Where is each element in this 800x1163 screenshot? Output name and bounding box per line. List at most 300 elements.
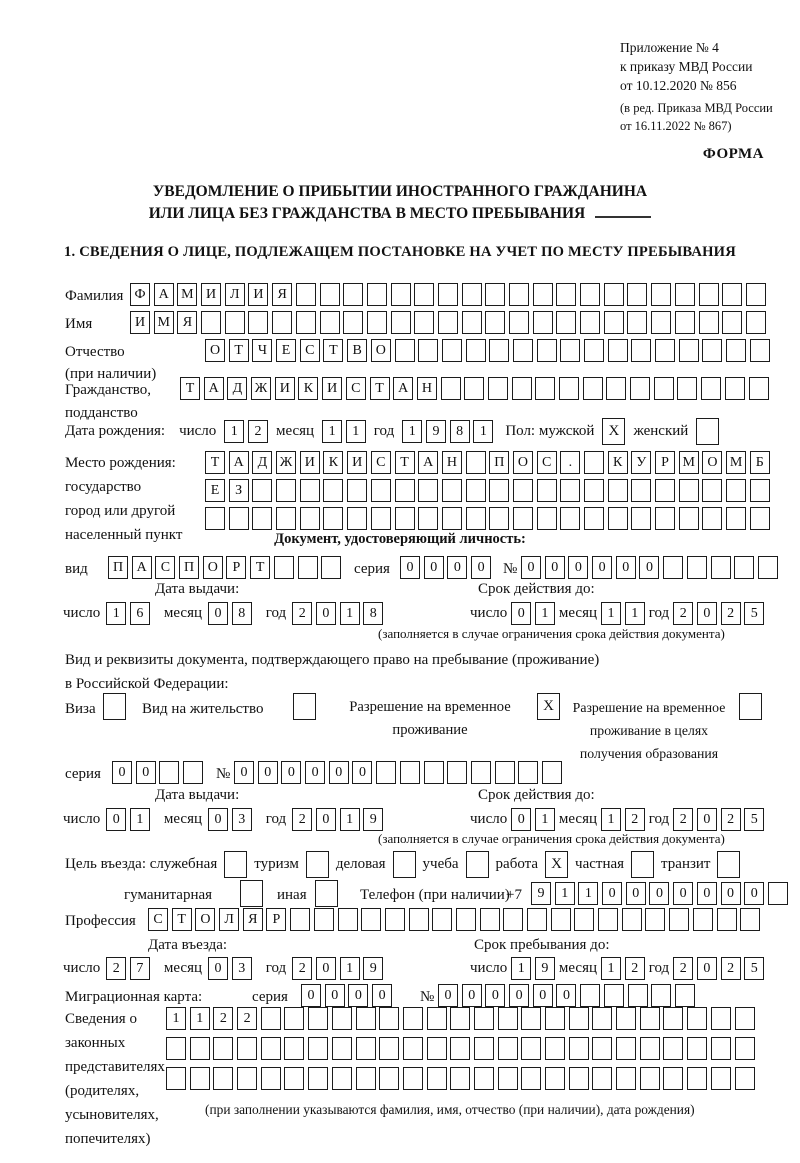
guardians-input-row1[interactable] — [166, 1007, 755, 1030]
char-box[interactable] — [717, 851, 740, 878]
char-box[interactable]: Р — [226, 556, 246, 579]
char-box[interactable] — [361, 908, 381, 931]
char-box[interactable]: 0 — [568, 556, 588, 579]
char-box[interactable] — [627, 311, 647, 334]
char-box[interactable] — [616, 1067, 636, 1090]
char-box[interactable] — [441, 377, 461, 400]
char-box[interactable] — [604, 984, 624, 1007]
char-box[interactable] — [284, 1007, 304, 1030]
char-box[interactable]: З — [229, 479, 249, 502]
char-box[interactable] — [424, 761, 444, 784]
char-box[interactable]: 1 — [578, 882, 598, 905]
char-box[interactable] — [583, 377, 603, 400]
char-box[interactable] — [474, 1037, 494, 1060]
guardians-input-row2[interactable] — [166, 1037, 755, 1060]
char-box[interactable]: Ч — [252, 339, 272, 362]
char-box[interactable] — [722, 311, 742, 334]
char-box[interactable] — [367, 283, 387, 306]
char-box[interactable]: 0 — [400, 556, 420, 579]
char-box[interactable]: 9 — [363, 808, 383, 831]
char-box[interactable] — [711, 1067, 731, 1090]
char-box[interactable]: 2 — [292, 808, 312, 831]
char-box[interactable] — [679, 479, 699, 502]
char-box[interactable] — [466, 851, 489, 878]
char-box[interactable] — [466, 507, 486, 530]
char-box[interactable]: 0 — [697, 808, 717, 831]
char-box[interactable] — [675, 311, 695, 334]
char-box[interactable] — [385, 908, 405, 931]
char-box[interactable] — [584, 339, 604, 362]
char-box[interactable] — [679, 339, 699, 362]
char-box[interactable] — [592, 1037, 612, 1060]
char-box[interactable] — [276, 507, 296, 530]
char-box[interactable] — [584, 451, 604, 474]
char-box[interactable]: . — [560, 451, 580, 474]
char-box[interactable]: А — [204, 377, 224, 400]
char-box[interactable]: Т — [370, 377, 390, 400]
birthplace-input-row3[interactable] — [205, 507, 770, 530]
char-box[interactable] — [391, 283, 411, 306]
char-box[interactable]: 0 — [348, 984, 368, 1007]
char-box[interactable]: 0 — [325, 984, 345, 1007]
char-box[interactable] — [750, 339, 770, 362]
profession-input[interactable] — [148, 908, 760, 931]
char-box[interactable] — [296, 311, 316, 334]
char-box[interactable]: М — [177, 283, 197, 306]
char-box[interactable]: Е — [276, 339, 296, 362]
char-box[interactable] — [229, 507, 249, 530]
char-box[interactable] — [166, 1037, 186, 1060]
char-box[interactable]: 0 — [697, 882, 717, 905]
permit-issue-day-input[interactable] — [106, 808, 150, 831]
char-box[interactable]: 5 — [744, 957, 764, 980]
char-box[interactable]: 1 — [340, 808, 360, 831]
char-box[interactable]: 1 — [535, 602, 555, 625]
char-box[interactable]: И — [275, 377, 295, 400]
char-box[interactable] — [628, 984, 648, 1007]
char-box[interactable]: А — [418, 451, 438, 474]
surname-input[interactable] — [130, 283, 766, 306]
char-box[interactable] — [739, 693, 762, 720]
char-box[interactable]: Т — [229, 339, 249, 362]
char-box[interactable]: 0 — [301, 984, 321, 1007]
char-box[interactable] — [675, 283, 695, 306]
entry-day-input[interactable] — [106, 957, 150, 980]
char-box[interactable] — [711, 1037, 731, 1060]
char-box[interactable] — [746, 311, 766, 334]
char-box[interactable]: 1 — [535, 808, 555, 831]
char-box[interactable] — [598, 908, 618, 931]
char-box[interactable]: 9 — [426, 420, 446, 443]
char-box[interactable]: 1 — [322, 420, 342, 443]
char-box[interactable] — [654, 377, 674, 400]
char-box[interactable] — [323, 479, 343, 502]
char-box[interactable]: 8 — [450, 420, 470, 443]
char-box[interactable] — [371, 507, 391, 530]
char-box[interactable] — [521, 1037, 541, 1060]
char-box[interactable]: Р — [266, 908, 286, 931]
given-name-input[interactable] — [130, 311, 766, 334]
char-box[interactable]: К — [608, 451, 628, 474]
char-box[interactable] — [655, 339, 675, 362]
char-box[interactable] — [252, 479, 272, 502]
stay-year-input[interactable] — [673, 957, 764, 980]
char-box[interactable] — [726, 507, 746, 530]
char-box[interactable]: 1 — [130, 808, 150, 831]
char-box[interactable] — [702, 339, 722, 362]
char-box[interactable]: У — [631, 451, 651, 474]
char-box[interactable]: 0 — [533, 984, 553, 1007]
char-box[interactable] — [651, 311, 671, 334]
char-box[interactable] — [240, 880, 263, 907]
char-box[interactable]: Т — [250, 556, 270, 579]
char-box[interactable] — [438, 311, 458, 334]
char-box[interactable] — [584, 507, 604, 530]
char-box[interactable] — [315, 880, 338, 907]
char-box[interactable]: 9 — [363, 957, 383, 980]
permit-series-input[interactable] — [112, 761, 203, 784]
char-box[interactable] — [237, 1037, 257, 1060]
char-box[interactable] — [284, 1067, 304, 1090]
char-box[interactable] — [631, 339, 651, 362]
char-box[interactable] — [717, 908, 737, 931]
char-box[interactable]: 0 — [509, 984, 529, 1007]
char-box[interactable] — [308, 1037, 328, 1060]
char-box[interactable] — [560, 339, 580, 362]
char-box[interactable]: О — [371, 339, 391, 362]
char-box[interactable]: 0 — [471, 556, 491, 579]
char-box[interactable] — [237, 1067, 257, 1090]
char-box[interactable] — [379, 1067, 399, 1090]
char-box[interactable] — [276, 479, 296, 502]
doc-number-input[interactable] — [521, 556, 778, 579]
char-box[interactable] — [376, 761, 396, 784]
char-box[interactable]: О — [702, 451, 722, 474]
char-box[interactable]: С — [346, 377, 366, 400]
char-box[interactable]: В — [347, 339, 367, 362]
char-box[interactable]: 1 — [106, 602, 126, 625]
char-box[interactable]: X — [537, 693, 560, 720]
temp-residence-checkbox[interactable] — [537, 693, 560, 720]
char-box[interactable] — [224, 851, 247, 878]
char-box[interactable] — [750, 479, 770, 502]
char-box[interactable]: И — [300, 451, 320, 474]
char-box[interactable]: 0 — [208, 602, 228, 625]
char-box[interactable]: 1 — [340, 957, 360, 980]
char-box[interactable] — [323, 507, 343, 530]
char-box[interactable] — [485, 283, 505, 306]
char-box[interactable] — [356, 1037, 376, 1060]
char-box[interactable]: 1 — [346, 420, 366, 443]
char-box[interactable] — [450, 1067, 470, 1090]
char-box[interactable]: 0 — [592, 556, 612, 579]
char-box[interactable]: О — [205, 339, 225, 362]
char-box[interactable] — [663, 1007, 683, 1030]
char-box[interactable] — [503, 908, 523, 931]
char-box[interactable] — [545, 1037, 565, 1060]
permit-issue-month-input[interactable] — [208, 808, 252, 831]
char-box[interactable] — [103, 693, 126, 720]
char-box[interactable] — [702, 479, 722, 502]
char-box[interactable] — [213, 1067, 233, 1090]
char-box[interactable] — [551, 908, 571, 931]
char-box[interactable]: 1 — [166, 1007, 186, 1030]
char-box[interactable]: Ф — [130, 283, 150, 306]
char-box[interactable] — [559, 377, 579, 400]
purpose-study-checkbox[interactable] — [466, 851, 489, 878]
char-box[interactable]: Т — [205, 451, 225, 474]
char-box[interactable] — [509, 311, 529, 334]
char-box[interactable]: 8 — [363, 602, 383, 625]
char-box[interactable] — [252, 507, 272, 530]
char-box[interactable]: 1 — [625, 602, 645, 625]
char-box[interactable] — [320, 283, 340, 306]
char-box[interactable] — [663, 1037, 683, 1060]
char-box[interactable]: 1 — [224, 420, 244, 443]
entry-month-input[interactable] — [208, 957, 252, 980]
char-box[interactable] — [622, 908, 642, 931]
char-box[interactable] — [631, 507, 651, 530]
char-box[interactable] — [466, 479, 486, 502]
permit-valid-month-input[interactable] — [601, 808, 645, 831]
char-box[interactable] — [395, 479, 415, 502]
doc-valid-month-input[interactable] — [601, 602, 645, 625]
char-box[interactable] — [513, 507, 533, 530]
char-box[interactable]: X — [602, 418, 625, 445]
migcard-number-input[interactable] — [438, 984, 695, 1007]
char-box[interactable] — [414, 311, 434, 334]
char-box[interactable] — [338, 908, 358, 931]
char-box[interactable]: 0 — [649, 882, 669, 905]
char-box[interactable]: 0 — [424, 556, 444, 579]
char-box[interactable] — [356, 1007, 376, 1030]
char-box[interactable] — [726, 339, 746, 362]
doc-issue-day-input[interactable] — [106, 602, 150, 625]
char-box[interactable] — [442, 339, 462, 362]
char-box[interactable] — [205, 507, 225, 530]
char-box[interactable] — [393, 851, 416, 878]
char-box[interactable] — [699, 283, 719, 306]
char-box[interactable] — [290, 908, 310, 931]
char-box[interactable] — [400, 761, 420, 784]
char-box[interactable] — [293, 693, 316, 720]
char-box[interactable]: И — [201, 283, 221, 306]
char-box[interactable]: 9 — [535, 957, 555, 980]
char-box[interactable] — [495, 761, 515, 784]
char-box[interactable]: 0 — [316, 602, 336, 625]
char-box[interactable] — [190, 1037, 210, 1060]
char-box[interactable] — [687, 1067, 707, 1090]
char-box[interactable]: 0 — [208, 957, 228, 980]
char-box[interactable] — [485, 311, 505, 334]
char-box[interactable]: 0 — [545, 556, 565, 579]
char-box[interactable] — [332, 1007, 352, 1030]
char-box[interactable] — [347, 507, 367, 530]
char-box[interactable]: Д — [227, 377, 247, 400]
char-box[interactable] — [450, 1007, 470, 1030]
stay-month-input[interactable] — [601, 957, 645, 980]
char-box[interactable] — [758, 556, 778, 579]
char-box[interactable]: И — [130, 311, 150, 334]
char-box[interactable] — [711, 556, 731, 579]
char-box[interactable] — [332, 1037, 352, 1060]
char-box[interactable] — [569, 1067, 589, 1090]
char-box[interactable] — [556, 283, 576, 306]
char-box[interactable] — [726, 479, 746, 502]
char-box[interactable] — [592, 1067, 612, 1090]
char-box[interactable] — [391, 311, 411, 334]
char-box[interactable] — [308, 1067, 328, 1090]
char-box[interactable]: 2 — [721, 808, 741, 831]
birthplace-input-row1[interactable] — [205, 451, 770, 474]
char-box[interactable] — [608, 507, 628, 530]
char-box[interactable]: И — [322, 377, 342, 400]
char-box[interactable]: А — [229, 451, 249, 474]
char-box[interactable]: А — [154, 283, 174, 306]
char-box[interactable]: 1 — [601, 602, 621, 625]
char-box[interactable] — [418, 507, 438, 530]
char-box[interactable] — [300, 507, 320, 530]
char-box[interactable]: Л — [225, 283, 245, 306]
char-box[interactable]: 0 — [316, 808, 336, 831]
char-box[interactable] — [675, 984, 695, 1007]
char-box[interactable]: М — [679, 451, 699, 474]
char-box[interactable] — [640, 1037, 660, 1060]
char-box[interactable] — [687, 556, 707, 579]
char-box[interactable] — [699, 311, 719, 334]
char-box[interactable]: 0 — [305, 761, 325, 784]
char-box[interactable] — [498, 1007, 518, 1030]
char-box[interactable]: 0 — [106, 808, 126, 831]
char-box[interactable]: 0 — [521, 556, 541, 579]
char-box[interactable] — [379, 1007, 399, 1030]
char-box[interactable] — [261, 1067, 281, 1090]
purpose-humanitarian-checkbox[interactable] — [240, 880, 263, 907]
char-box[interactable]: Н — [417, 377, 437, 400]
char-box[interactable] — [527, 908, 547, 931]
char-box[interactable]: 0 — [556, 984, 576, 1007]
purpose-work-checkbox[interactable] — [545, 851, 568, 878]
char-box[interactable] — [533, 283, 553, 306]
char-box[interactable]: 0 — [511, 602, 531, 625]
char-box[interactable]: 1 — [511, 957, 531, 980]
char-box[interactable] — [427, 1037, 447, 1060]
char-box[interactable]: 1 — [340, 602, 360, 625]
char-box[interactable] — [298, 556, 318, 579]
char-box[interactable]: 0 — [329, 761, 349, 784]
char-box[interactable] — [395, 339, 415, 362]
char-box[interactable] — [367, 311, 387, 334]
char-box[interactable]: 9 — [531, 882, 551, 905]
doc-issue-year-input[interactable] — [292, 602, 383, 625]
char-box[interactable] — [574, 908, 594, 931]
char-box[interactable] — [356, 1067, 376, 1090]
char-box[interactable]: X — [545, 851, 568, 878]
purpose-other-checkbox[interactable] — [315, 880, 338, 907]
char-box[interactable] — [450, 1037, 470, 1060]
char-box[interactable] — [447, 761, 467, 784]
char-box[interactable] — [347, 479, 367, 502]
char-box[interactable] — [183, 761, 203, 784]
char-box[interactable]: О — [203, 556, 223, 579]
char-box[interactable] — [480, 908, 500, 931]
char-box[interactable]: 1 — [601, 957, 621, 980]
char-box[interactable] — [418, 479, 438, 502]
char-box[interactable] — [213, 1037, 233, 1060]
char-box[interactable] — [560, 479, 580, 502]
char-box[interactable]: Ж — [251, 377, 271, 400]
char-box[interactable] — [750, 507, 770, 530]
char-box[interactable]: М — [154, 311, 174, 334]
char-box[interactable]: С — [371, 451, 391, 474]
char-box[interactable]: 0 — [438, 984, 458, 1007]
char-box[interactable] — [687, 1037, 707, 1060]
char-box[interactable] — [537, 507, 557, 530]
char-box[interactable] — [663, 556, 683, 579]
birth-month-input[interactable] — [322, 420, 366, 443]
char-box[interactable] — [509, 283, 529, 306]
char-box[interactable] — [537, 479, 557, 502]
char-box[interactable] — [556, 311, 576, 334]
char-box[interactable] — [456, 908, 476, 931]
char-box[interactable]: Я — [272, 283, 292, 306]
char-box[interactable]: 0 — [372, 984, 392, 1007]
char-box[interactable]: К — [298, 377, 318, 400]
char-box[interactable] — [608, 339, 628, 362]
char-box[interactable] — [669, 908, 689, 931]
char-box[interactable]: О — [195, 908, 215, 931]
char-box[interactable] — [545, 1007, 565, 1030]
char-box[interactable] — [432, 908, 452, 931]
char-box[interactable] — [379, 1037, 399, 1060]
char-box[interactable]: 0 — [208, 808, 228, 831]
char-box[interactable] — [488, 377, 508, 400]
char-box[interactable] — [320, 311, 340, 334]
char-box[interactable] — [284, 1037, 304, 1060]
guardians-input-row3[interactable] — [166, 1067, 755, 1090]
char-box[interactable] — [474, 1007, 494, 1030]
char-box[interactable] — [735, 1007, 755, 1030]
birthplace-input-row2[interactable] — [205, 479, 770, 502]
char-box[interactable]: 1 — [601, 808, 621, 831]
char-box[interactable] — [471, 761, 491, 784]
char-box[interactable]: 0 — [281, 761, 301, 784]
char-box[interactable]: 0 — [112, 761, 132, 784]
char-box[interactable]: Ж — [276, 451, 296, 474]
char-box[interactable]: 0 — [485, 984, 505, 1007]
char-box[interactable]: 1 — [473, 420, 493, 443]
stay-day-input[interactable] — [511, 957, 555, 980]
char-box[interactable] — [655, 479, 675, 502]
char-box[interactable]: И — [248, 283, 268, 306]
entry-year-input[interactable] — [292, 957, 383, 980]
char-box[interactable] — [442, 507, 462, 530]
char-box[interactable] — [474, 1067, 494, 1090]
char-box[interactable]: 5 — [744, 602, 764, 625]
char-box[interactable] — [537, 339, 557, 362]
char-box[interactable]: 3 — [232, 957, 252, 980]
char-box[interactable]: 2 — [106, 957, 126, 980]
char-box[interactable] — [261, 1007, 281, 1030]
char-box[interactable] — [343, 311, 363, 334]
char-box[interactable] — [711, 1007, 731, 1030]
char-box[interactable]: А — [393, 377, 413, 400]
char-box[interactable]: 1 — [555, 882, 575, 905]
char-box[interactable]: 0 — [462, 984, 482, 1007]
char-box[interactable] — [569, 1007, 589, 1030]
char-box[interactable] — [679, 507, 699, 530]
char-box[interactable] — [606, 377, 626, 400]
